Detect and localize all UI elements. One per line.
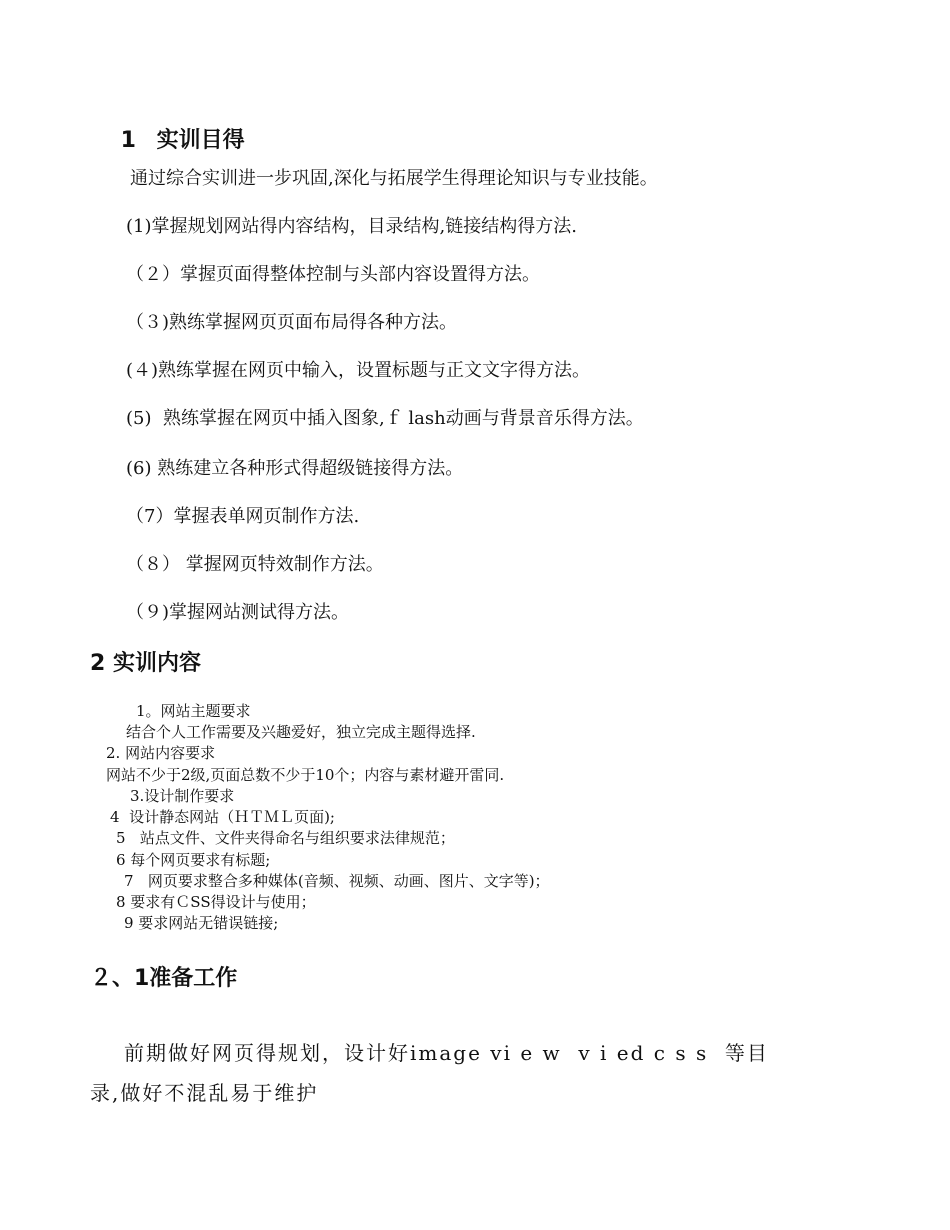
content-line-6: 4 设计静态网站（ＨＴＭＬ页面); bbox=[110, 808, 335, 826]
prep-paragraph-line-2: 录,做好不混乱易于维护 bbox=[90, 1081, 319, 1105]
objective-item-1: (1)掌握规划网站得内容结构，目录结构,链接结构得方法. bbox=[126, 216, 577, 237]
objective-item-8: （８） 掌握网页特效制作方法。 bbox=[126, 554, 384, 575]
content-line-9: 7 网页要求整合多种媒体(音频、视频、动画、图片、文字等)； bbox=[124, 872, 550, 890]
content-line-11: 9 要求网站无错误链接; bbox=[124, 914, 279, 932]
objective-item-2: （２）掌握页面得整体控制与头部内容设置得方法。 bbox=[126, 264, 540, 285]
section-1-intro: 通过综合实训进一步巩固,深化与拓展学生得理论知识与专业技能。 bbox=[130, 168, 658, 189]
section-1-title: 实训目得 bbox=[156, 128, 245, 153]
content-line-3: 2. 网站内容要求 bbox=[106, 744, 216, 762]
objective-item-4: (４)熟练掌握在网页中输入，设置标题与正文文字得方法。 bbox=[126, 360, 591, 381]
objective-item-7: （7）掌握表单网页制作方法. bbox=[126, 506, 360, 527]
content-line-8: 6 每个网页要求有标题; bbox=[116, 851, 271, 869]
section-2-heading: 2 实训内容 bbox=[90, 651, 201, 676]
content-line-1: 1。网站主题要求 bbox=[136, 702, 251, 720]
objective-item-9: （９)掌握网站测试得方法。 bbox=[126, 602, 350, 623]
prep-paragraph-line-1: 前期做好网页得规划，设计好image vi e w v i ed c s s 等目 bbox=[124, 1041, 769, 1065]
section-1-number: 1 bbox=[120, 128, 136, 153]
content-line-4: 网站不少于2级,页面总数不少于10个；内容与素材避开雷同. bbox=[106, 766, 505, 784]
objective-item-3: （３)熟练掌握网页页面布局得各种方法。 bbox=[126, 312, 458, 333]
objective-item-6: (6) 熟练建立各种形式得超级链接得方法。 bbox=[126, 458, 464, 479]
content-line-7: 5 站点文件、文件夹得命名与组织要求法律规范； bbox=[116, 829, 455, 847]
content-line-2: 结合个人工作需要及兴趣爱好，独立完成主题得选择. bbox=[126, 723, 476, 741]
content-line-5: 3.设计制作要求 bbox=[130, 787, 235, 805]
content-line-10: 8 要求有ＣSS得设计与使用； bbox=[116, 893, 316, 911]
objective-item-5: (5) 熟练掌握在网页中插入图象,ｆ lash动画与背景音乐得方法。 bbox=[126, 408, 644, 429]
section-3-heading: ２、1准备工作 bbox=[90, 966, 238, 991]
